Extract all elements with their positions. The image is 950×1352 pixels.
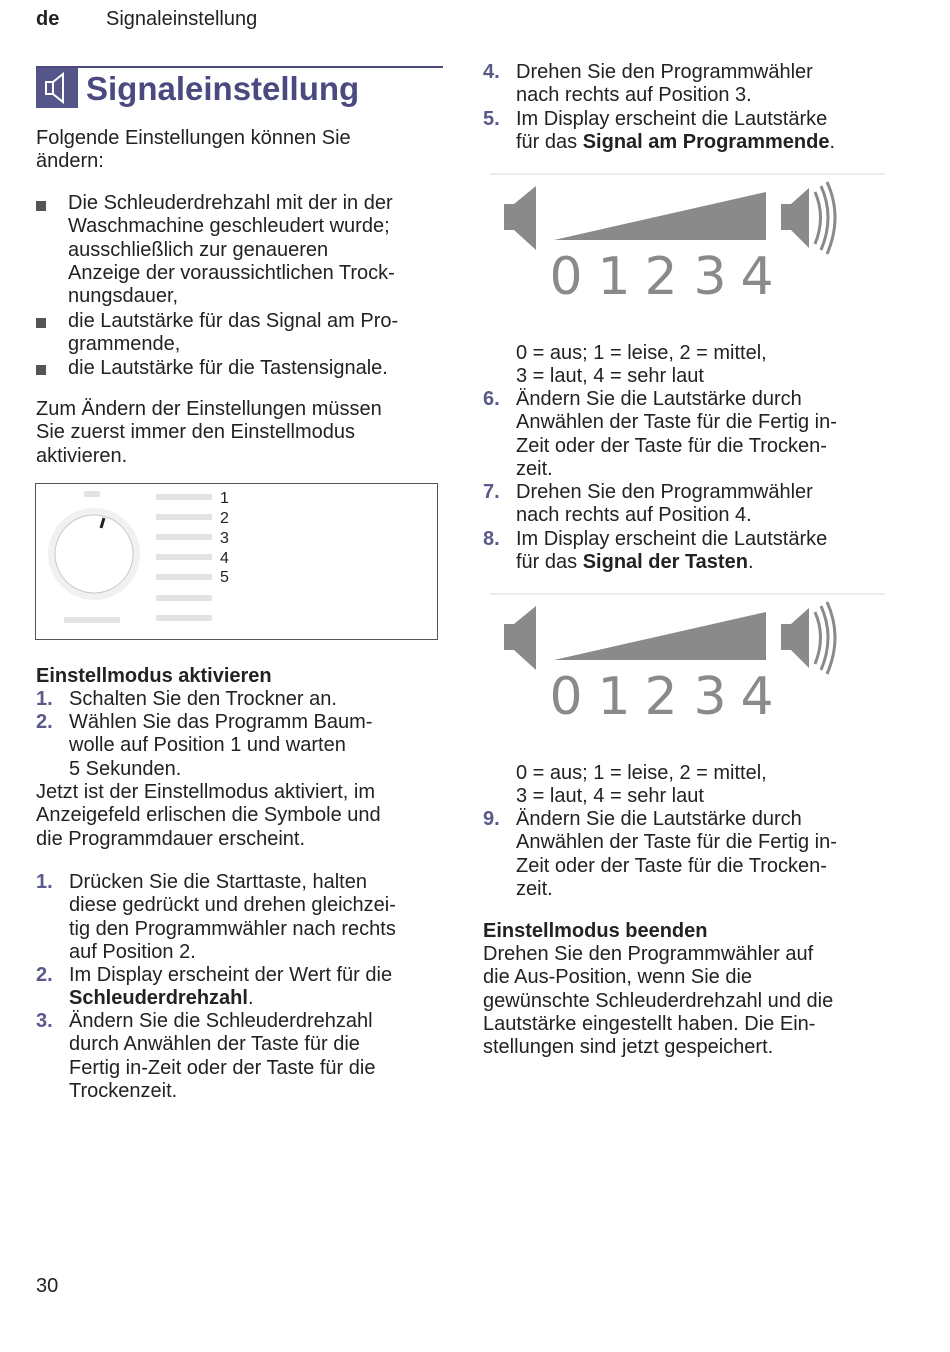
bullet-item: die Lautstärke für die Tastensignale. bbox=[68, 357, 388, 379]
panel-bar bbox=[64, 617, 120, 623]
procedure-step: 8. Im Display erscheint die Lautstärke für das Signal der Tasten. bbox=[483, 528, 828, 574]
volume-digit: 2 bbox=[644, 247, 678, 307]
page-title: Signaleinstellung bbox=[86, 70, 360, 107]
header-section-title: Signaleinstellung bbox=[106, 8, 258, 30]
bullet-item: Die Schleuderdrehzahl mit der in der Waschmachine geschleudert wurde; ausschließlich zur genaueren Anzeige der voraussichtlichen Trock- nungsdauer, bbox=[68, 192, 395, 308]
volume-digit: 3 bbox=[693, 667, 727, 727]
volume-ramp-icon bbox=[554, 612, 766, 660]
panel-position-number: 3 bbox=[220, 530, 229, 547]
finish-heading: Einstellmodus beenden bbox=[483, 920, 708, 942]
intro-text: Folgende Einstellungen können Sie ändern: bbox=[36, 127, 351, 173]
panel-bar bbox=[156, 615, 212, 621]
panel-position-number: 4 bbox=[220, 550, 229, 567]
control-panel-illustration bbox=[35, 483, 438, 640]
panel-bar bbox=[156, 534, 212, 540]
volume-display-graphic bbox=[490, 592, 885, 727]
speaker-low-icon bbox=[504, 186, 536, 250]
note-text: Zum Ändern der Einstellungen müssen Sie zuerst immer den Einstellmodus aktivieren. bbox=[36, 398, 382, 467]
panel-position-number: 5 bbox=[220, 569, 229, 586]
procedure-step: 5. Im Display erscheint die Lautstärke für das Signal am Programmende. bbox=[483, 108, 836, 154]
volume-digit: 0 bbox=[549, 247, 583, 307]
volume-digit: 3 bbox=[693, 247, 727, 307]
procedure-step: 4. Drehen Sie den Programmwähler nach rechts auf Position 3. bbox=[483, 61, 813, 107]
finish-text: Drehen Sie den Programmwähler auf die Aus-Position, wenn Sie die gewünschte Schleuderdrehzahl und die Lautstärke eingestellt haben. Die Ein- stellungen sind jetzt gespeichert. bbox=[483, 943, 834, 1059]
panel-bar bbox=[84, 491, 100, 497]
speaker-icon bbox=[36, 68, 78, 108]
volume-legend: 0 = aus; 1 = leise, 2 = mittel, 3 = laut, 4 = sehr laut bbox=[516, 342, 767, 388]
bullet-item: die Lautstärke für das Signal am Pro- grammende, bbox=[68, 310, 399, 356]
panel-bar bbox=[156, 595, 212, 601]
procedure-step: 2. Im Display erscheint der Wert für die Schleuderdrehzahl. bbox=[36, 964, 393, 1010]
volume-digit: 0 bbox=[549, 667, 583, 727]
title-rule bbox=[36, 66, 443, 68]
volume-digit: 4 bbox=[740, 247, 774, 307]
panel-bar bbox=[156, 514, 212, 520]
speaker-high-icon bbox=[781, 182, 835, 254]
volume-digit: 2 bbox=[644, 667, 678, 727]
activate-step: 2. Wählen Sie das Programm Baum- wolle auf Position 1 und warten 5 Sekunden. bbox=[36, 711, 373, 780]
volume-digit: 1 bbox=[597, 667, 631, 727]
panel-position-number: 1 bbox=[220, 490, 229, 507]
language-label: de bbox=[36, 8, 60, 30]
bullet-marker bbox=[36, 365, 46, 375]
bullet-marker bbox=[36, 318, 46, 328]
activate-heading: Einstellmodus aktivieren bbox=[36, 665, 272, 687]
procedure-step: 3. Ändern Sie die Schleuderdrehzahl durch Anwählen der Taste für die Fertig in-Zeit oder der Taste für die Trockenzeit. bbox=[36, 1010, 376, 1102]
volume-digit: 4 bbox=[740, 667, 774, 727]
speaker-low-icon bbox=[504, 606, 536, 670]
volume-display-graphic bbox=[490, 172, 885, 307]
procedure-step: 6. Ändern Sie die Lautstärke durch Anwählen der Taste für die Fertig in- Zeit oder der Taste für die Trocken- zeit. bbox=[483, 388, 837, 480]
page-number: 30 bbox=[36, 1275, 59, 1297]
volume-legend: 0 = aus; 1 = leise, 2 = mittel, 3 = laut, 4 = sehr laut bbox=[516, 762, 767, 808]
procedure-step: 9. Ändern Sie die Lautstärke durch Anwählen der Taste für die Fertig in- Zeit oder der Taste für die Trocken- zeit. bbox=[483, 808, 837, 900]
volume-digit: 1 bbox=[597, 247, 631, 307]
program-dial-icon bbox=[44, 504, 144, 604]
panel-bar bbox=[156, 554, 212, 560]
speaker-high-icon bbox=[781, 602, 835, 674]
panel-bar bbox=[156, 574, 212, 580]
procedure-step: 7. Drehen Sie den Programmwähler nach rechts auf Position 4. bbox=[483, 481, 813, 527]
bullet-marker bbox=[36, 201, 46, 211]
panel-bar bbox=[156, 494, 212, 500]
procedure-step: 1. Drücken Sie die Starttaste, halten diese gedrückt und drehen gleichzei- tig den Programmwähler nach rechts auf Position 2. bbox=[36, 871, 396, 963]
panel-position-number: 2 bbox=[220, 510, 229, 527]
volume-ramp-icon bbox=[554, 192, 766, 240]
activate-step: 1. Schalten Sie den Trockner an. bbox=[36, 688, 337, 710]
activate-result-text: Jetzt ist der Einstellmodus aktiviert, im Anzeigefeld erlischen die Symbole und die Programmdauer erscheint. bbox=[36, 781, 381, 850]
